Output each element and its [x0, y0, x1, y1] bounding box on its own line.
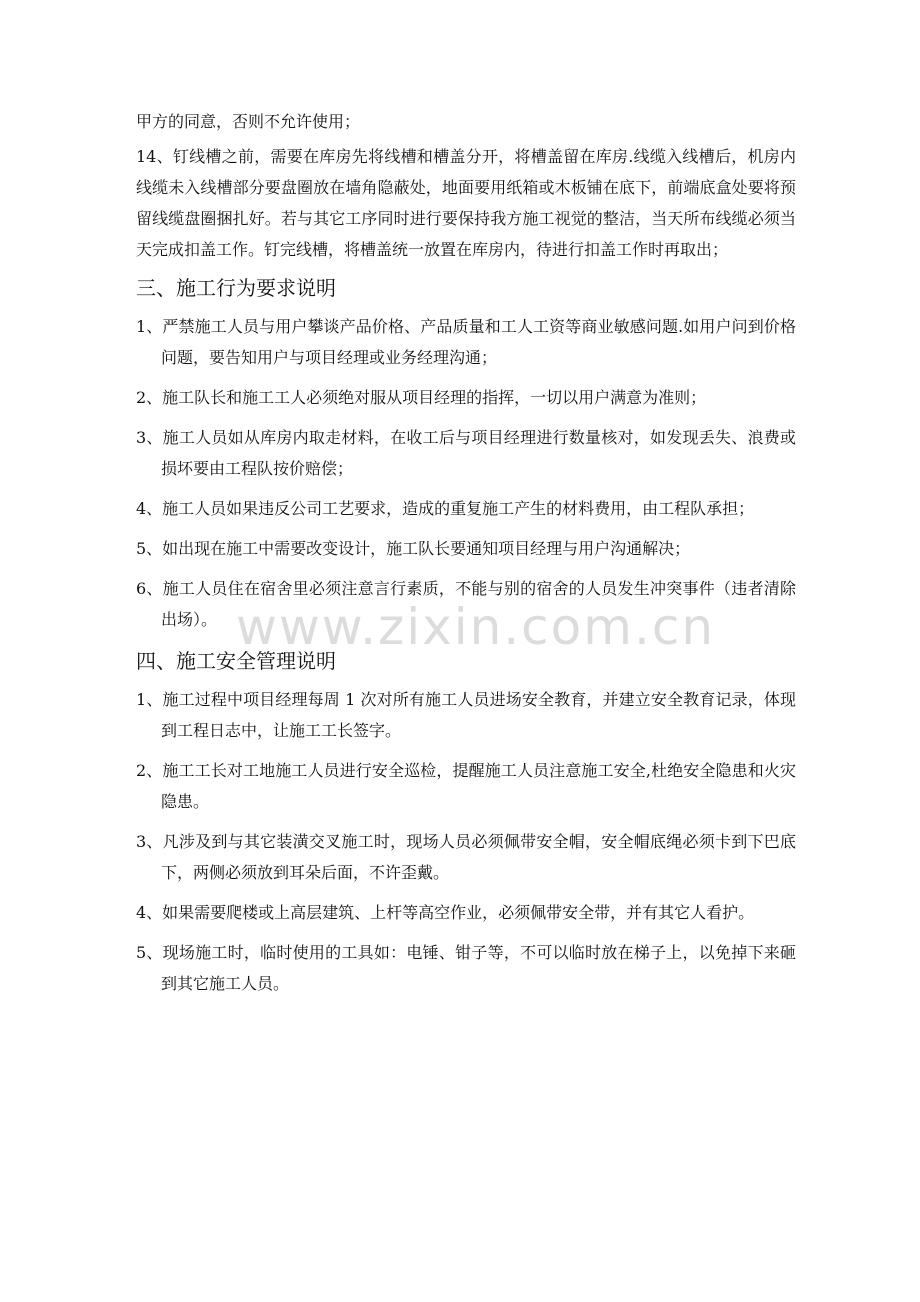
section-3-heading: 三、施工行为要求说明: [136, 276, 336, 300]
list-item: 4、施工人员如果违反公司工艺要求，造成的重复施工产生的材料费用，由工程队承担；: [136, 499, 755, 518]
document-body: [136, 106, 796, 1008]
section-4-list: [136, 684, 796, 999]
list-item: 2、施工工长对工地施工人员进行安全巡检，提醒施工人员注意施工安全,杜绝安全隐患和火灾隐患。: [136, 761, 796, 811]
list-item: 2、施工队长和施工工人必须绝对服从项目经理的指挥，一切以用户满意为准则；: [136, 388, 707, 407]
intro-paragraph-14: 14、钉线槽之前，需要在库房先将线槽和槽盖分开，将槽盖留在库房.线缆入线槽后，机房内线缆未入线槽部分要盘圈放在墙角隐蔽处，地面要用纸箱或木板铺在底下，前端底盒处要将预留线缆盘圈捆扎好。若与其它工序同时进行要保持我方施工视觉的整洁，当天所布线缆必须当天完成扣盖工作。钉完线槽，将槽盖统一放置在库房内，待进行扣盖工作时再取出；: [136, 147, 796, 259]
section-4-heading: 四、施工安全管理说明: [136, 649, 336, 673]
list-item: 3、凡涉及到与其它装潢交叉施工时，现场人员必须佩带安全帽，安全帽底绳必须卡到下巴底下，两侧必须放到耳朵后面，不许歪戴。: [136, 832, 796, 882]
intro-paragraph-1: 甲方的同意，否则不允许使用；: [136, 112, 361, 131]
list-item: 5、现场施工时，临时使用的工具如：电锤、钳子等，不可以临时放在梯子上，以免掉下来砸到其它施工人员。: [136, 943, 796, 993]
watermark: www.zixin.com.cn: [236, 598, 716, 656]
list-item: 4、如果需要爬楼或上高层建筑、上杆等高空作业，必须佩带安全带，并有其它人看护。: [136, 903, 755, 922]
section-3-list: [136, 311, 796, 635]
list-item: 1、施工过程中项目经理每周 1 次对所有施工人员进场安全教育，并建立安全教育记录，体现到工程日志中，让施工工长签字。: [136, 690, 796, 740]
list-item: 1、严禁施工人员与用户攀谈产品价格、产品质量和工人工资等商业敏感问题.如用户问到价格问题，要告知用户与项目经理或业务经理沟通；: [136, 317, 796, 367]
list-item: 5、如出现在施工中需要改变设计，施工队长要通知项目经理与用户沟通解决；: [136, 539, 691, 558]
list-item: 6、施工人员住在宿舍里必须注意言行素质，不能与别的宿舍的人员发生冲突事件（违者清除出场）。: [136, 579, 796, 629]
list-item: 3、施工人员如从库房内取走材料，在收工后与项目经理进行数量核对，如发现丢失、浪费或损坏要由工程队按价赔偿；: [136, 428, 796, 478]
